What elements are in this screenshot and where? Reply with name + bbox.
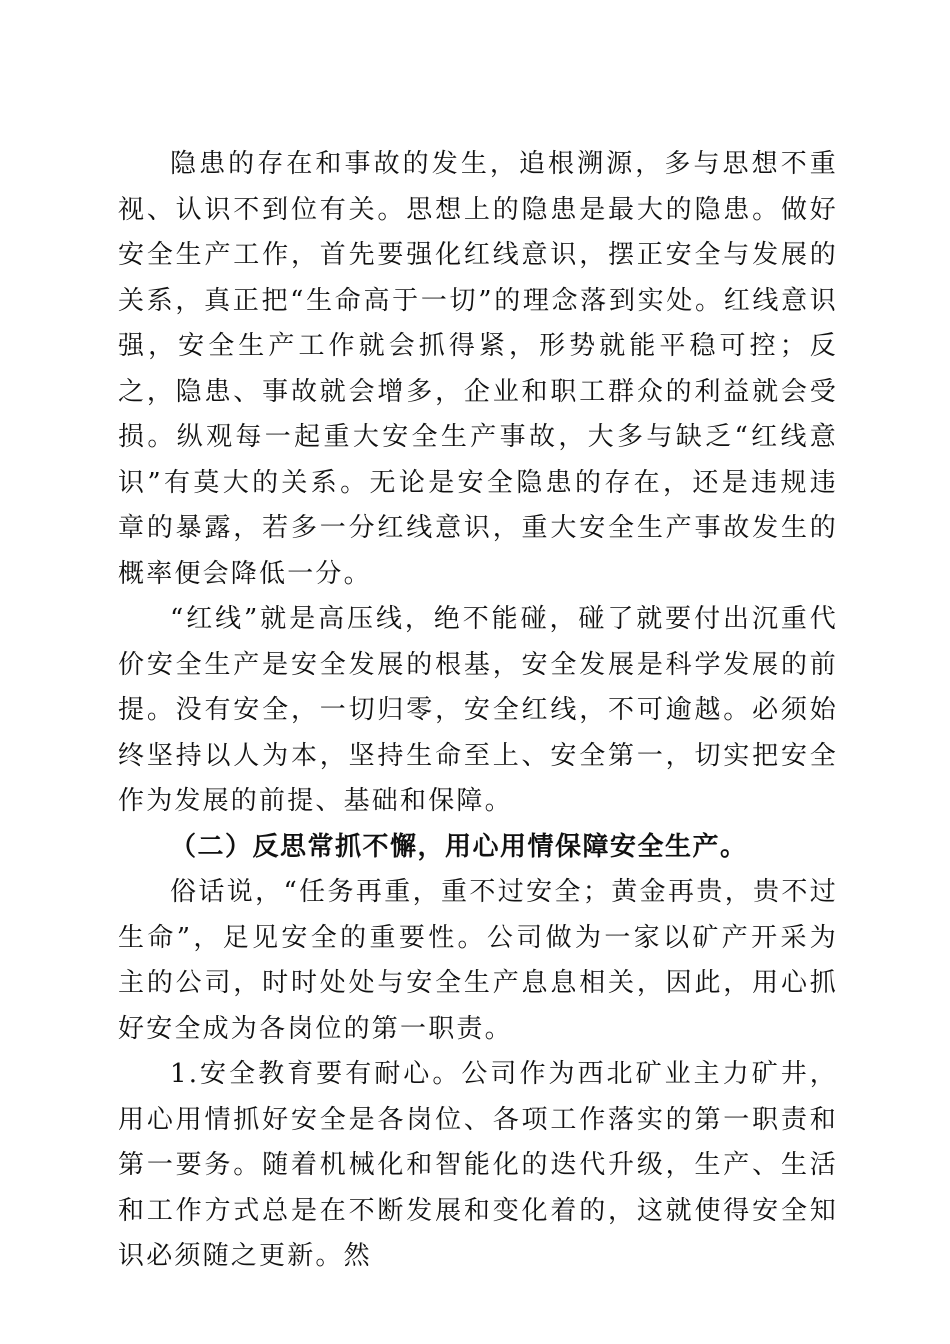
paragraph-red-line-awareness: 隐患的存在和事故的发生，追根溯源，多与思想不重视、认识不到位有关。思想上的隐患是最大的隐患。做好安全生产工作，首先要强化红线意识，摆正安全与发展的关系，真正把“生命高于一切”的理念落到实处。红线意识强，安全生产工作就会抓得紧，形势就能平稳可控；反之，隐患、事故就会增多，企业和职工群众的利益就会受损。纵观每一起重大安全生产事故，大多与缺乏“红线意识”有莫大的关系。无论是安全隐患的存在，还是违规违章的暴露，若多一分红线意识，重大安全生产事故发生的概率便会降低一分。 [118, 149, 838, 589]
paragraph-high-voltage-line: “红线”就是高压线，绝不能碰，碰了就要付出沉重代价安全生产是安全发展的根基，安全发展是科学发展的前提。没有安全，一切归零，安全红线，不可逾越。必须始终坚持以人为本，坚持生命至上、安全第一，切实把安全作为发展的前提、基础和保障。 [118, 604, 838, 816]
document-body [118, 142, 838, 1280]
paragraph-saying: 俗话说，“任务再重，重不过安全；黄金再贵，贵不过生命”，足见安全的重要性。公司做为一家以矿产开采为主的公司，时时处处与安全生产息息相关，因此，用心抓好安全成为各岗位的第一职责。 [118, 877, 838, 1044]
section-heading-two: （二）反思常抓不懈，用心用情保障安全生产。 [170, 831, 748, 862]
paragraph-safety-education: 1.安全教育要有耐心。公司作为西北矿业主力矿井，用心用情抓好安全是各岗位、各项工作落实的第一职责和第一要务。随着机械化和智能化的迭代升级，生产、生活和工作方式总是在不断发展和变化着的，这就使得安全知识必须随之更新。然 [118, 1059, 838, 1271]
